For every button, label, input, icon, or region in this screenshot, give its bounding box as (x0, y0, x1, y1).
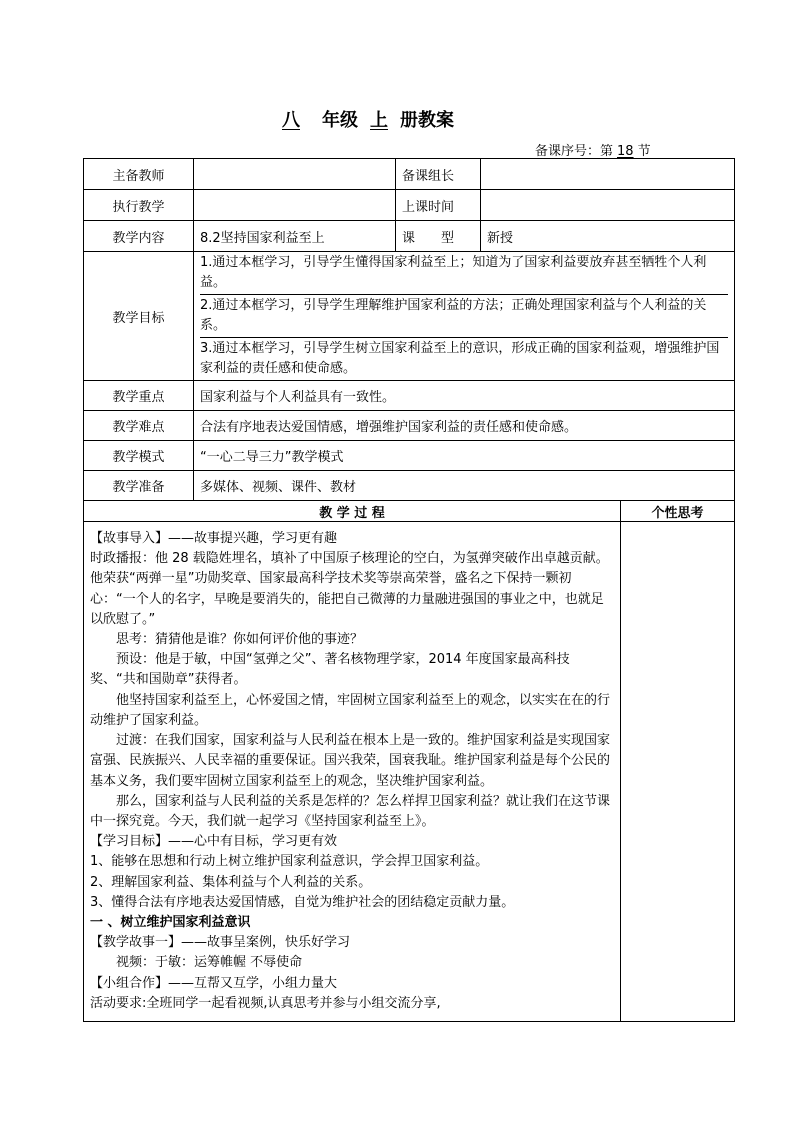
process-line: 【学习目标】——心中有目标，学习更有效 (90, 834, 338, 850)
process-line: 活动要求:全班同学一起看视频,认真思考并参与小组交流分享, (90, 995, 441, 1011)
row-goals (84, 252, 735, 381)
process-header: 教 学 过 程 (84, 501, 621, 522)
lesson-number-label: 备课序号：第 (535, 144, 614, 159)
group-leader-label: 备课组长 (396, 159, 481, 190)
group-leader-value (481, 159, 735, 190)
goal-item: 1.通过本框学习，引导学生懂得国家利益至上；知道为了国家利益要放弃甚至牺牲个人利益。 (200, 255, 707, 290)
prep-value: 多媒体、视频、课件、教材 (194, 471, 735, 501)
page-title (260, 106, 454, 132)
process-body (84, 522, 621, 1022)
process-line: 预设：他是于敏，中国“氢弹之父”、著名核物理学家，2014 年度国家最高科技奖、“共和国勋章”获得者。 (90, 652, 570, 688)
process-line: 视频：于敏：运筹帷幄 不辱使命 (116, 955, 303, 971)
process-line: 【故事导入】——故事提兴趣，学习更有趣 (90, 531, 338, 547)
process-line: 2、理解国家利益、集体利益与个人利益的关系。 (90, 874, 372, 890)
process-line: 那么，国家利益与人民利益的关系是怎样的？怎么样捍卫国家利益？就让我们在这节课中一探究竟。今天，我们就一起学习《坚持国家利益至上》。 (90, 793, 611, 829)
row-key-point (84, 381, 735, 411)
content-value: 8.2坚持国家利益至上 (194, 221, 396, 252)
goals-label: 教学目标 (84, 252, 194, 381)
row-process-header (84, 501, 735, 522)
process-line: 1、能够在思想和行动上树立维护国家利益意识，学会捍卫国家利益。 (90, 854, 489, 870)
main-teacher-label: 主备教师 (84, 159, 194, 190)
grade-value: 八 (282, 110, 300, 131)
lesson-type-label: 课 型 (396, 221, 481, 252)
term-value: 上 (370, 110, 388, 131)
section-heading: 一 、树立维护国家利益意识 (90, 914, 251, 930)
notes-header: 个性思考 (621, 501, 735, 522)
row-process-body (84, 522, 735, 1022)
difficulty-label: 教学难点 (84, 411, 194, 441)
lesson-number (535, 140, 651, 159)
main-teacher-value (194, 159, 396, 190)
goal-item: 3.通过本框学习，引导学生树立国家利益至上的意识，形成正确的国家利益观，增强维护国家利益的责任感和使命感。 (200, 337, 728, 380)
process-line: 时政播报：他 28 载隐姓埋名，填补了中国原子核理论的空白，为氢弹突破作出卓越贡献。他荣获“两弹一星”功勋奖章、国家最高科学技术奖等崇高荣誉，盛名之下保持一颗初心：“一个人的名字，早晚是要消失的，能把自己微薄的力量融进强国的事业之中，也就足以欣慰了。” (90, 551, 609, 627)
process-line: 3、懂得合法有序地表达爱国情感，自觉为维护社会的团结稳定贡献力量。 (90, 894, 515, 910)
goal-item: 2.通过本框学习，引导学生理解维护国家利益的方法；正确处理国家利益与个人利益的关系。 (200, 294, 728, 337)
class-time-value (481, 190, 735, 221)
lesson-number-suffix: 节 (637, 144, 651, 159)
process-line: 他坚持国家利益至上，心怀爱国之情，牢固树立国家利益至上的观念，以实实在在的行动维护了国家利益。 (90, 692, 611, 728)
row-difficulty (84, 411, 735, 441)
row-main-teacher (84, 159, 735, 190)
exec-label: 执行教学 (84, 190, 194, 221)
lesson-number-value: 18 (617, 144, 634, 159)
row-content (84, 221, 735, 252)
process-line: 思考：猜猜他是谁？你如何评价他的事迹？ (116, 632, 364, 648)
grade-suffix: 年级 (322, 110, 358, 131)
lesson-type-value: 新授 (481, 221, 735, 252)
process-line: 【教学故事一】——故事呈案例，快乐好学习 (90, 935, 351, 951)
title-tail: 册教案 (400, 110, 454, 131)
mode-label: 教学模式 (84, 441, 194, 471)
goals-list (194, 252, 735, 381)
lesson-plan-table (83, 158, 735, 1022)
process-line: 【小组合作】——互帮又互学，小组力量大 (90, 975, 338, 991)
mode-value: “一心二导三力”教学模式 (194, 441, 735, 471)
class-time-label: 上课时间 (396, 190, 481, 221)
row-exec (84, 190, 735, 221)
notes-body (621, 522, 735, 1022)
key-point-label: 教学重点 (84, 381, 194, 411)
row-prep (84, 471, 735, 501)
exec-value (194, 190, 396, 221)
process-line: 过渡：在我们国家，国家利益与人民利益在根本上是一致的。维护国家利益是实现国家富强、民族振兴、人民幸福的重要保证。国兴我荣，国衰我耻。维护国家利益是每个公民的基本义务，我们要牢固树立国家利益至上的观念，坚决维护国家利益。 (90, 733, 611, 789)
content-label: 教学内容 (84, 221, 194, 252)
difficulty-value: 合法有序地表达爱国情感，增强维护国家利益的责任感和使命感。 (194, 411, 735, 441)
row-mode (84, 441, 735, 471)
prep-label: 教学准备 (84, 471, 194, 501)
key-point-value: 国家利益与个人利益具有一致性。 (194, 381, 735, 411)
